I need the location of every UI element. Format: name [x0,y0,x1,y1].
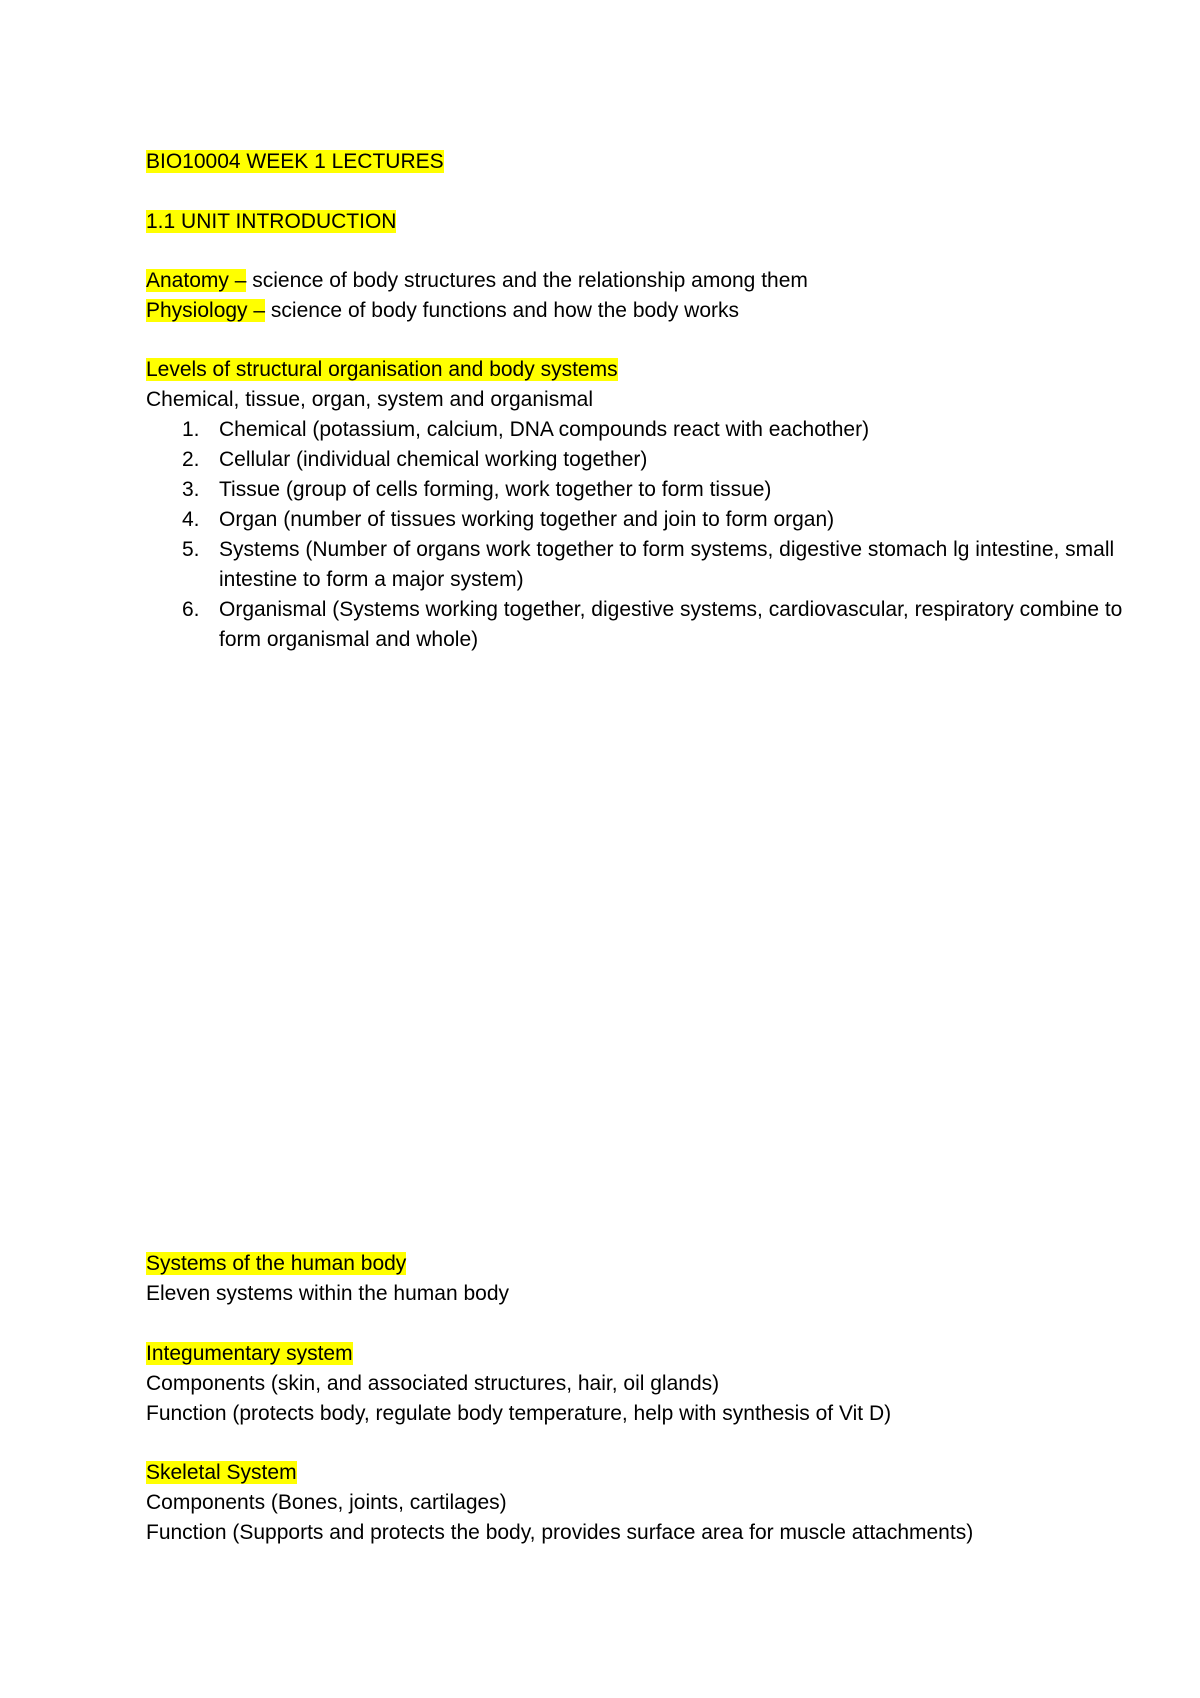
list-text: Organismal (Systems working together, digestive systems, cardiovascular, respiratory combine to form organismal and whole) [219,598,1123,651]
skeletal-function: Function (Supports and protects the body, provides surface area for muscle attachments) [146,1521,974,1544]
list-item [146,535,1140,595]
list-item [146,505,1140,535]
section-heading: 1.1 UNIT INTRODUCTION [146,210,397,233]
list-item [146,475,1140,505]
list-number: 3. [182,478,200,501]
systems-intro: Eleven systems within the human body [146,1282,510,1305]
document-title: BIO10004 WEEK 1 LECTURES [146,150,444,173]
definition-anatomy [146,266,1140,296]
list-item [146,445,1140,475]
definition-physiology [146,296,1140,326]
skeletal-components: Components (Bones, joints, cartilages) [146,1491,507,1514]
integumentary-components: Components (skin, and associated structures, hair, oil glands) [146,1372,720,1395]
section-heading-block [146,207,1140,237]
list-item [146,595,1140,655]
list-item [146,415,1140,445]
list-number: 4. [182,508,200,531]
list-text: Cellular (individual chemical working together) [219,448,648,471]
list-number: 6. [182,598,200,621]
list-number: 2. [182,448,200,471]
levels-heading: Levels of structural organisation and body systems [146,358,618,381]
list-number: 5. [182,538,200,561]
skeletal-heading: Skeletal System [146,1461,297,1484]
list-text: Organ (number of tissues working together and join to form organ) [219,508,835,531]
definition-text: science of body structures and the relationship among them [246,269,808,292]
list-text: Systems (Number of organs work together to form systems, digestive stomach lg intestine, small intestine to form a major system) [219,538,1115,591]
skeletal-section [146,1458,1140,1548]
integumentary-section [146,1339,1140,1429]
list-number: 1. [182,418,200,441]
list-text: Tissue (group of cells forming, work together to form tissue) [219,478,772,501]
integumentary-heading: Integumentary system [146,1342,353,1365]
definition-term: Physiology – [146,299,266,322]
document-title-block [146,147,1140,177]
systems-section [146,1249,1140,1309]
definition-text: science of body functions and how the body works [265,299,740,322]
list-text: Chemical (potassium, calcium, DNA compounds react with eachother) [219,418,870,441]
levels-intro: Chemical, tissue, organ, system and organismal [146,388,594,411]
levels-section [146,355,1140,655]
systems-heading: Systems of the human body [146,1252,407,1275]
definitions [146,266,1140,326]
integumentary-function: Function (protects body, regulate body temperature, help with synthesis of Vit D) [146,1402,892,1425]
definition-term: Anatomy – [146,269,247,292]
levels-list [146,415,1140,655]
